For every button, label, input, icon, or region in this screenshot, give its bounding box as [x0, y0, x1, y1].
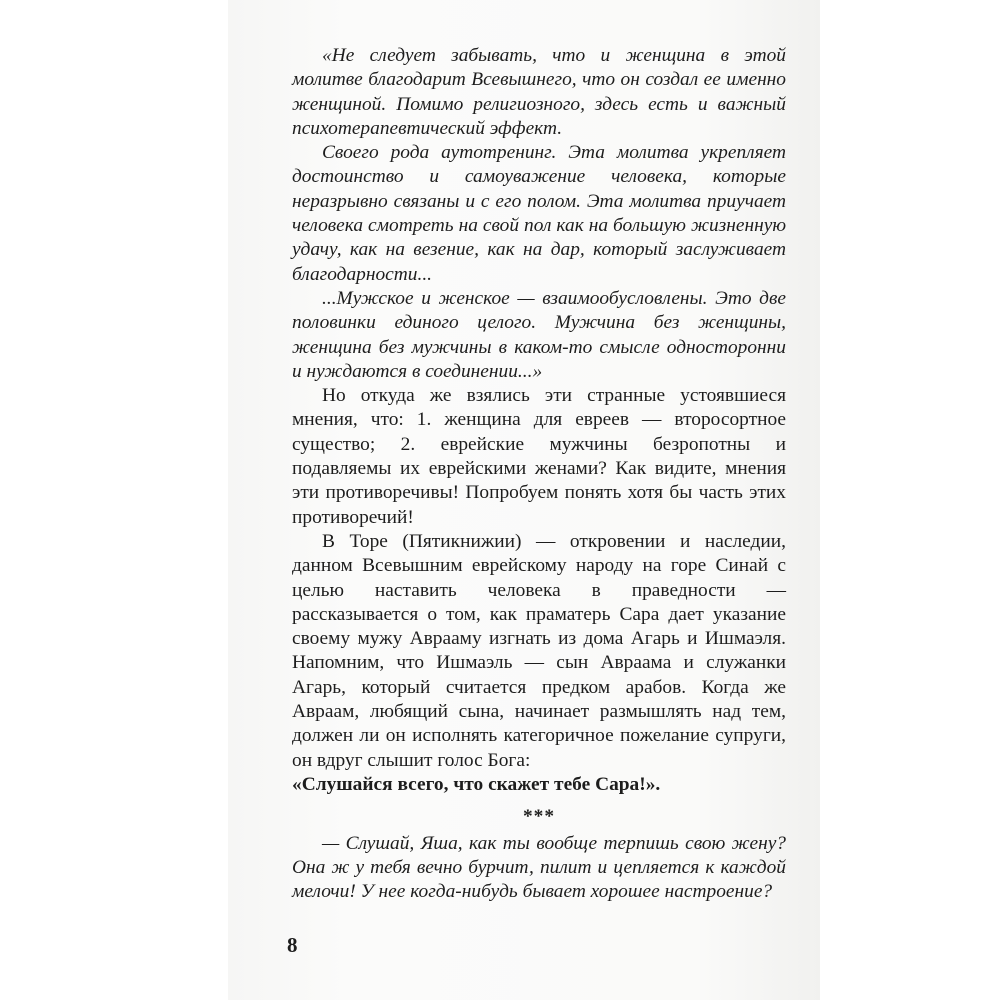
quote-paragraph-2: Своего рода аутотренинг. Эта молитва укрепляет достоинство и самоуважение человека, которые неразрывно связаны и с его полом. Эта молитва приучает человека смотреть на свой пол как на большую жизненную удачу, как на везение, как на дар, который заслуживает благодарности...: [292, 142, 786, 285]
quote-paragraph-1: «Не следует забывать, что и женщина в этой молитве благодарит Всевышнего, что он создал ее именно женщиной. Помимо религиозного, здесь есть и важный психотерапевтический эффект.: [292, 45, 786, 139]
section-separator: ***: [522, 806, 556, 828]
bold-quote: «Слушайся всего, что скажет тебе Сара!».: [292, 773, 661, 795]
dialogue-paragraph: — Слушай, Яша, как ты вообще терпишь свою жену? Она ж у тебя вечно бурчит, пилит и цепляется к каждой мелочи! У нее когда-нибудь бывает хорошее настроение?: [292, 832, 786, 903]
page-number: 8: [287, 933, 298, 957]
body-paragraph-2: В Торе (Пятикнижии) — откровении и наследии, данном Всевышним еврейскому народу на горе Синай с целью наставить человека в праведности — рассказывается о том, как праматерь Сара дает указание своему мужу Аврааму изгнать из дома Агарь и Ишмаэля. Напомним, что Ишмаэль — сын Авраама и служанки Агарь, который считается предком арабов. Когда же Авраам, любящий сына, начинает размышлять над тем, должен ли он исполнять категоричное пожелание супруги, он вдруг слышит голос Бога:: [292, 530, 786, 771]
body-paragraph-1: Но откуда же взялись эти странные устоявшиеся мнения, что: 1. женщина для евреев — второсортное существо; 2. еврейские мужчины безропотны и подавляемы их еврейскими женами? Как видите, мнения эти противоречивы! Попробуем понять хотя бы часть этих противоречий!: [292, 385, 786, 528]
quote-paragraph-3: ...Мужское и женское — взаимообусловлены. Это две половинки единого целого. Мужчина без женщины, женщина без мужчины в каком-то смысле односторонни и нуждаются в соединении...»: [292, 287, 786, 382]
page-text: [292, 44, 786, 904]
